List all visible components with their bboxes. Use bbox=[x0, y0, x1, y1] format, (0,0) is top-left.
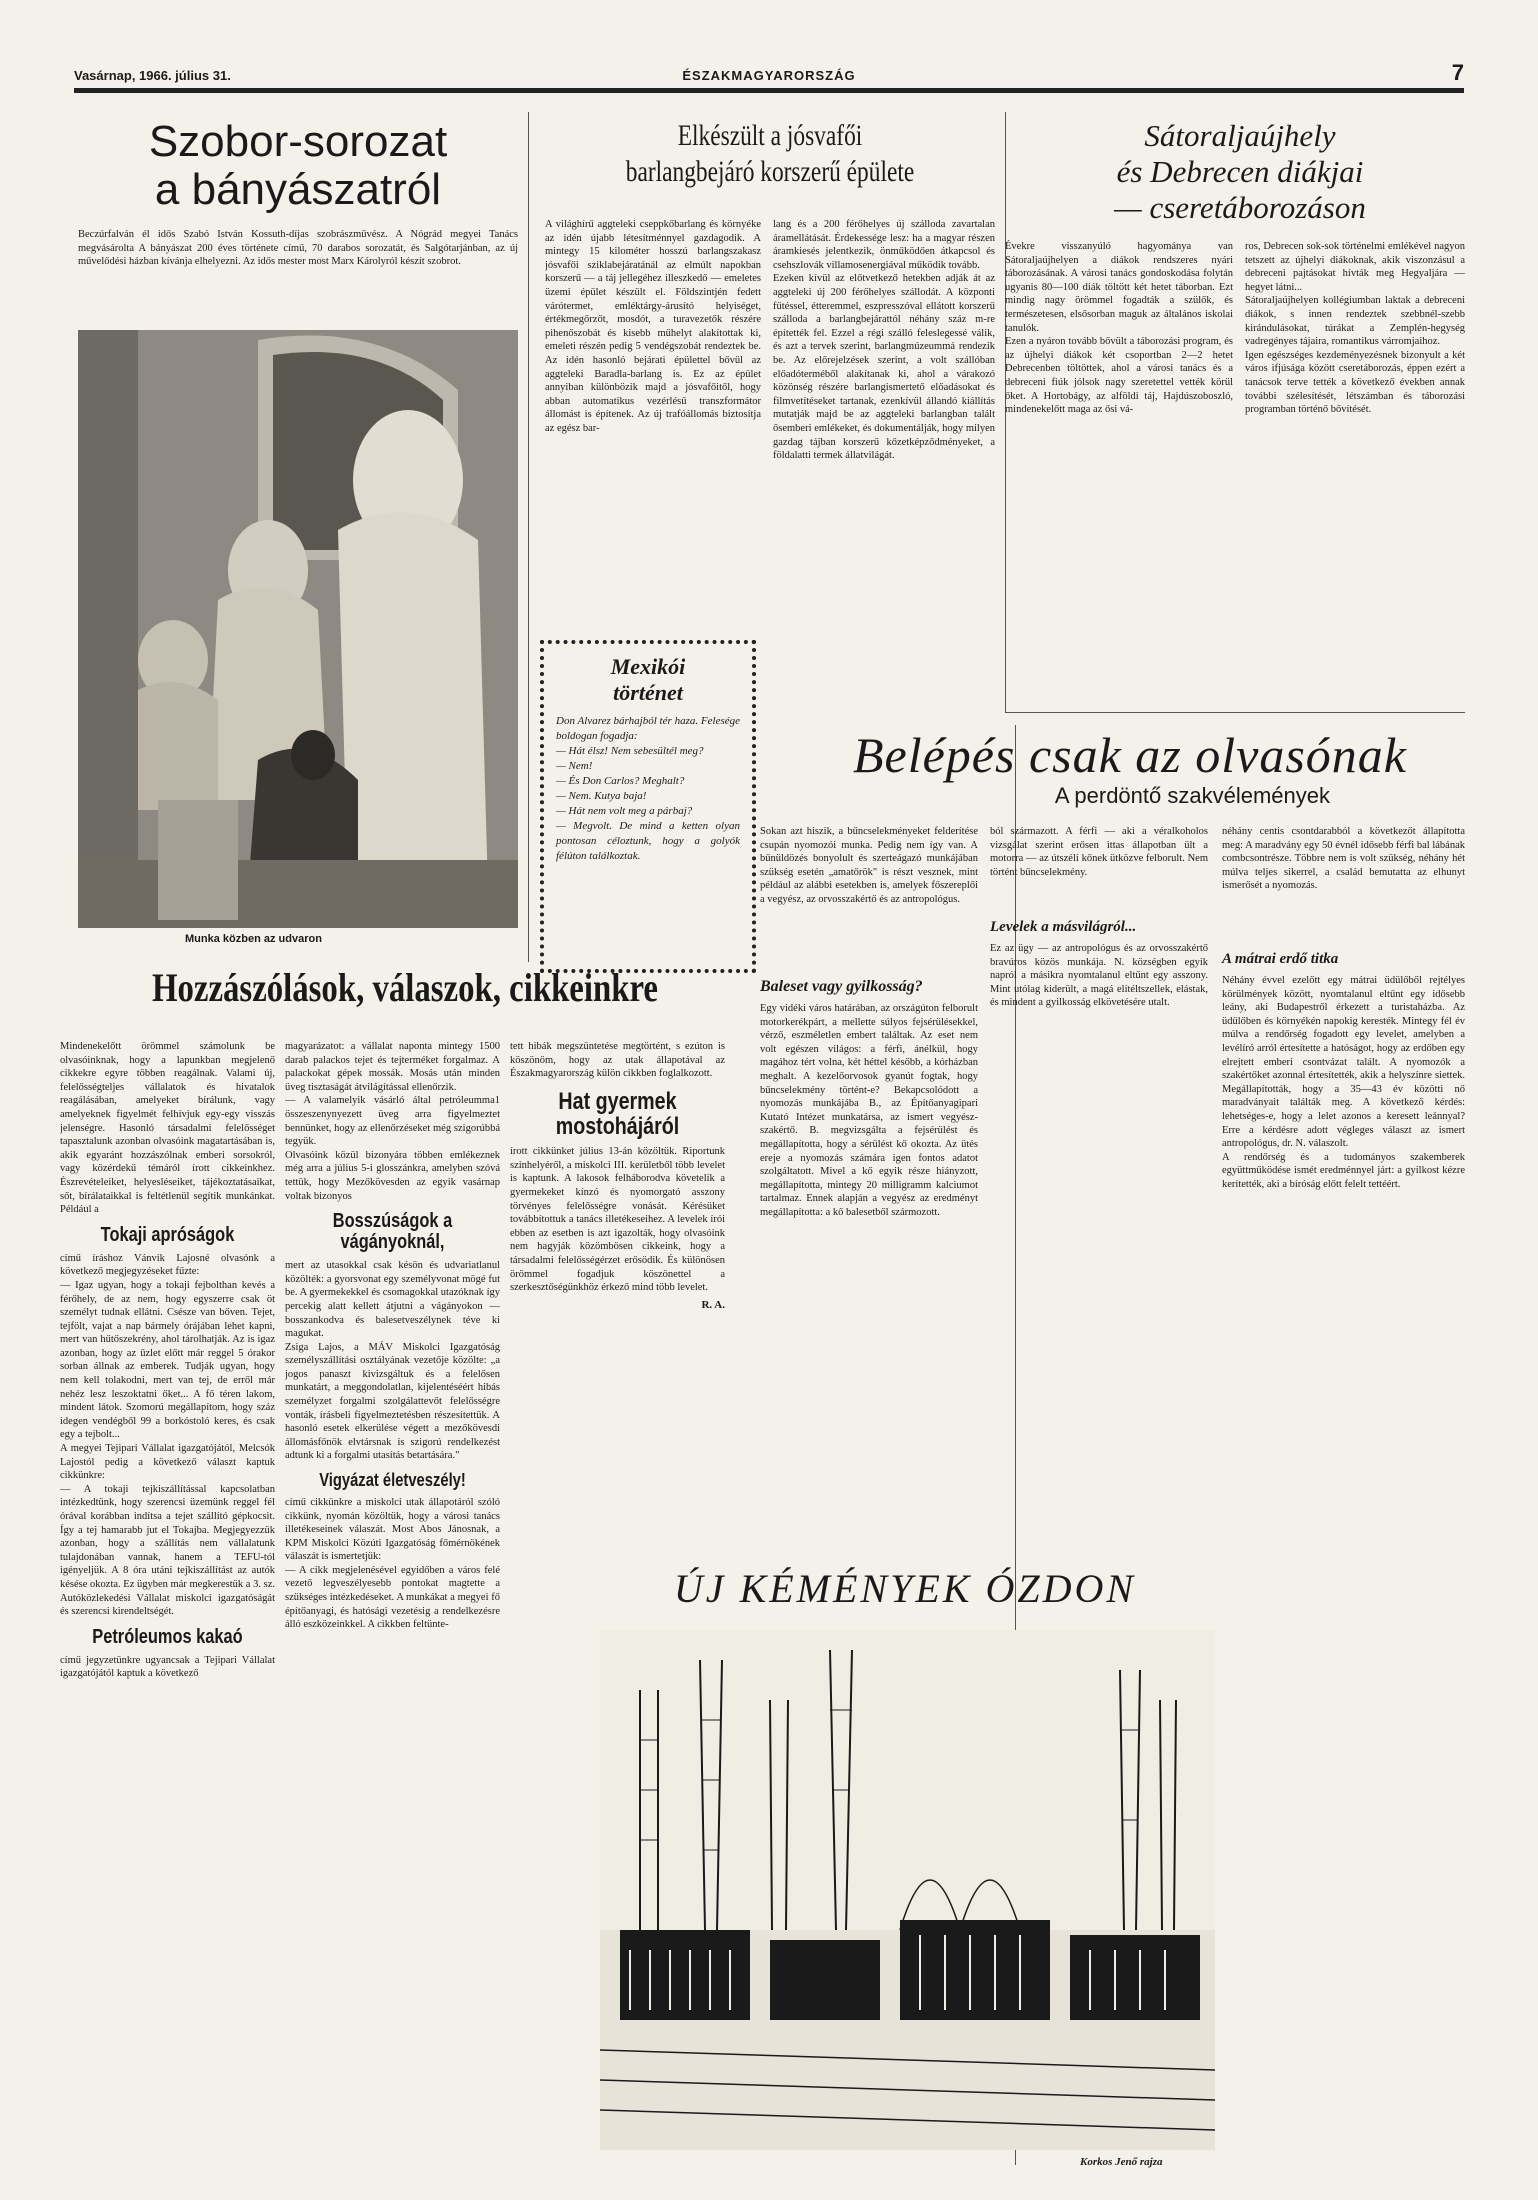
photo-caption: Munka közben az udvaron bbox=[185, 933, 322, 945]
subhead-text: című íráshoz Vánvik Lajosné olvasónk a következő megjegyzéseket fűzte: — Igaz ugyan, hogy a tokaji fejbolthan kevés a férőhely, de az nem, hogy egyszerre csak öt személyt tudnak ellátni. Csésze van bőven. Tejet, tejfölt, vajat a nap bármely órájában lehet kapni, mert van hűtőszekrény, ahol tárolhatják. Az is igaz azonban, hogy az üzlet előtt már reggel 5 órakor sorban állnak az emberek. Tudják ugyan, hogy nem kell tolakodni, mert van tej, de erről már nehéz lesz leszoktatni őket... A fő téren lakom, mindent látok. Szomorú megállapítom, hogy száz idegen vendégből 99 a borkóstoló keres, és csak egy a tejbolt... A megyei Tejipari Vállalat igazgatójától, Melcsók Lajostól pedig a következő választ kaptuk cikkünkre: — A tokaji tejkiszállítással kapcsolatban intézkedtünk, hogy szerencsi üzemünk reggel fél órával korábban indítsa a tejet szállító gépkocsit. Így a tej hamarabb jut el Tokajba. Megjegyezzük azonban, hogy a szállítás nem vállalatunk tulajdonában vannak, hanem a TEFU-tól igényeljük. A 8 óra utáni tejkiszállítást az autók késése okozta. Ez ügyben már megkerestük a 3. sz. Autóközlekedési Vállalat miskolci igazgatóságát és szerencsi kirendeltségét. bbox=[60, 1252, 275, 1618]
title-line: Sátoraljaújhely bbox=[1144, 118, 1336, 153]
subhead-text: Egy vidéki város határában, az országúton felborult motorkerékpárt, a mellette súlyos fejsérülésekkel, vérző, eszméletlen embert találtak. Az eset nem volt egészen világos: a férfi, ánélkül, hogy magához tért volna, két héttel később, a kórházban meghalt. A kezelőorvosok gyanút fogtak, hogy bűncselekmény történt-e? Bekapcsolódott a nyomozás munkájába B., az Építőanyagipari Kutató Intézet munkatársa, az ismert vegyész-szakértő. B. megvizsgálta a fejsérülést és megállapította, hogy a sérülést kő okozta. Az ütés ereje a nyomozás számára igen fontos adatot szolgáltatott. Mivel a kő egyik része hiányzott, megállapította, mintegy 20 milligramm kalciumot tartalmaz. Ennek alapján a vegyész az eredményt megállapította: a kő balesetből szármozott. bbox=[760, 1003, 978, 1218]
title-line: és Debrecen diákjai bbox=[1116, 154, 1364, 189]
title-line: Mexikói bbox=[610, 654, 686, 679]
subhead-text: című cikkünkre a miskolci utak állapotáról szóló cikkünk, nyomán közöltük, hogy a városi tanács illetékeseinek válaszát. Most Abos Jánosnak, a KPM Miskolci Közúti Igazgatóság főmérnökének válaszát is ismertetjük: — A cikk megjelenésével egyidőben a város felé vezető legveszélyesebb pontokat magtette a szükséges intézkedéseket. A munkákat a megyei fő építőanyagi, és hatósági vezetésig a rendelkezésre álló eszközeinkkel. A cikkben feltünte- bbox=[285, 1496, 500, 1631]
title-line: a bányászatról bbox=[154, 165, 442, 214]
box-title bbox=[544, 654, 752, 706]
body-text: magyarázatot: a vállalat naponta mintegy 1500 darab palackos tejet és tejterméket forgalmaz. A palackokat gépek mossák. Mosás után minden üveg tisztaságát átvilágítással ellenőrzik. — A valamelyik vásárló által petróleumma1 összeszenynyezett üveg arra figyelmeztet bennünket, hogy az ellenőrzéseket még szigorúbbá tegyük. Olvasóink közül bizonyára többen emlékeznek még arra a július 5-i glosszánkra, amelyben szóvá tettük, hogy Mezőkövesden az egyik vasárnap voltak bizonyos bbox=[285, 1041, 500, 1202]
subhead: Tokaji apróságok bbox=[100, 1223, 235, 1246]
subhead: Hat gyermek mostohájáról bbox=[555, 1087, 680, 1140]
title-line: barlangbejáró korszerű épülete bbox=[625, 155, 915, 188]
article-body-col: A világhírű aggteleki cseppkőbarlang és környéke az idén újabb létesítménnyel gazdagodik. A mintegy 15 kilométer hosszú barlangszakasz jósvafői sziklabejáratánál az elmúlt napokban korszerű — a táj jellegéhez illeszkedő — emeletes üzemi épület készült el. Földszintjén fedett várótermet, emléktárgy-árusító helyiséget, értékmegőrzőt, mosdót, a turavezetők részére pihenőszobát és kisebb műhelyt alakítottak ki, emeleti részén pedig 5 vendégszobát rendeztek be. Az idén hasonló bejárati épülettel bővül az aggteleki Baradla-barlang is. Ez az épület annyiban különbözik majd a jósvafőitől, hogy abban automatikus vezérlésű transzformátor állomást is építenek. Az új trafóállomás biztosítja az egész bar- bbox=[545, 219, 761, 434]
title-line: Szobor-sorozat bbox=[148, 117, 448, 166]
sculptor-photo bbox=[78, 330, 518, 928]
subhead-text: mert az utasokkal csak késön és udvariatlanul közölték: a gyorsvonat egy személyvonat mögé fut be. A gyermekekkel és csomagokkal utazóknak így percekig alatt kellett átjutni a vágányokon — bosszankodva és balesetveszélynek téve ki magukat. Zsiga Lajos, a MÁV Miskolci Igazgatóság személyszállítási osztályának vezetője közölte: „a jogos panaszt kivizsgáltuk és a felelősen munkatárt, a meggondolatlan, kijelentéséért hibás személyzet forgalmi szolgálattevőt felelősségre vonták, írásbeli figyelmeztetésben részesítettük. A hasonló esetek elkerülése végett a mezőkövesdi állomásfőnök elvtársnak is szigorú rendelkezést adtunk ki a forgalmi utasítás betartására." bbox=[285, 1260, 500, 1462]
forensic-col-1 bbox=[760, 978, 978, 1538]
article-title bbox=[595, 118, 946, 190]
issue-date: Vasárnap, 1966. július 31. bbox=[74, 68, 231, 83]
forensic-col-3 bbox=[1222, 950, 1465, 2150]
subhead: Petróleumos kakaó bbox=[92, 1625, 243, 1648]
box-text: Don Alvarez bárhajból tér haza. Felesége boldogan fogadja: — Hát élsz! Nem sebesültél meg? — Nem! — És Don Carlos? Meghalt? — Nem. Kutya baja! — Hát nem volt meg a párbaj? — Megvolt. De mind a ketten olyan pontosan céloztunk, hogy a golyók félúton találkoztak. bbox=[556, 715, 740, 862]
article-body-col: Évekre visszanyúló hagyománya van Sátoraljaújhelyen a diákok rendszeres nyári táborozásának. A városi tanács gondoskodása folytán ugyanis 80—100 diák töltött két hetet táborban. Ezt mindig nagy örömmel fogadták a szülők, és természetesen, elsősorban maguk az általános iskolai tanulók. Ezen a nyáron tovább bővült a táborozási program, és az újhelyi diákok két csoportban 2—2 hetet Debrecenben töltöttek, ahol a városi tanács és a debreceni fiúk jólsok nagy szeretettel vették körül őket. A Hortobágy, az alföldi táj, Hajdúszoboszló, mindenekelőtt maga az ősi vá- bbox=[1005, 241, 1233, 416]
subhead-text: Ez az ügy — az antropológus és az orvosszakértő bravúros közös munkája. N. községben egyik napról a másikra nyomtalanul eltűnt egy asszony. Mint utólag kiderült, a magá elítéltszellek, elástak, és mindent a gyilkosság elkövetésére utalt. bbox=[990, 943, 1208, 1009]
chimneys-drawing bbox=[600, 1630, 1215, 2150]
letters-col-3 bbox=[510, 1040, 725, 1600]
article-body-col: lang és a 200 férőhelyes új szálloda zavartalan áramellátását. Érdekessége lesz: ha a magyar részen áramkiesés jelentkezik, önműködően átkapcsol és csehszlovák villamosenergiával működik tovább. Ezeken kívül az előtvetkező hetekben adják át az aggteleki új 200 férőhelyes szállodát. A központi fűtéssel, étteremmel, eszpresszóval ellátott korszerű szálloda a barlangbejárattól néhány száz m-re építették fel. Ezzel a régi szálló feleslegessé válik, és azt a tervek szerint, barlangmúzeummá rendezik be. Az előrejelzések szerint, a volt szállóban előadóterméből alakítanak ki, ahol a várakozó közönség részére barlangismertető előadásokat és filmvetítéseket tartanak, ezenkívül állandó kiállítás mutatják majd be az aggteleki barlangban talált ősemberi emlékeket, és dokumentálják, hogy milyen gazdag tájban korszerű kőzetképződményeket, a földalatti termek állatvilágát. bbox=[773, 219, 995, 462]
subhead-text: írott cikkünket július 13-án közöltük. Riportunk szinhelyéről, a miskolci III. kerületből több levelet is kaptunk. A lakosok felháborodva követelik a gyermekeket kínzó és nyomorgató asszony törvényes felelősségre vonását. Kérésüket továbbítottuk a tanács illetékeseihez. A levelek írói ebben az esetben is azt igazolták, hogy olvasóink nem hagyják közömbösen cikkeink, hogy a társadalmi felelősségérzet erősödik. És különösen örömmel fogadjuk köszönettel a szerkesztőségünkhöz érkező mind több levelet. bbox=[510, 1146, 725, 1294]
subhead-text: Néhány évvel ezelőtt egy mátrai üdülőből rejtélyes körülmények között, nyomtalanul eltűnt egy idősebb leány, aki Budapestről érkezett a turistaházba. Az üdülőben és környékén napokig keresték. Mintegy fél év múlva a rendőrség fogadott egy levelet, amelyben a levélíró arról értesítette a hatóságot, hogy az erdőben egy elrejtett emberi csontvázat talált. A nyomozók a szakértőket azonnal értesítették, akik a helyszínre siettek. Megállapították, hogy a 35—43 év közötti nő maradványait találták meg. A következő kérdés: lehetséges-e, hogy a lelet azonos a keresett leánnyal? Erre a kérdésre adott végleges választ az ismert antropológus, dr. N. válaszolt. A rendőrség és a tudományos szakemberek együttműködése ismét eredménnyel járt: a gyilkost kézre kerítették, aki a bíróság előtt felelt tettéért. bbox=[1222, 975, 1465, 1190]
photo-illustration bbox=[78, 330, 518, 928]
article-body-col: néhány centis csontdarabból a következőt állapította meg: A maradvány egy 50 évnél idősebb férfi bal lábának combcsontrésze. Többre nem is volt szükség, néhány hét múlva teljes sikerrel, a család bemutatta az elhunyt ismerősét a nyomozás. bbox=[1222, 826, 1465, 892]
forensic-col-2 bbox=[990, 918, 1208, 1538]
title-line: Elkészült a jósvafői bbox=[677, 119, 863, 152]
subhead: A mátrai erdő titka bbox=[1222, 951, 1339, 967]
letters-col-1 bbox=[60, 1040, 275, 2165]
article-lead: Beczúrfalván él idős Szabó István Kossuth-díjas szobrászművész. A Nógrád megyei Tanács megvásárolta A bányászat 200 éves története című, 70 darabos sorozatát, és Salgótarjánban, az új művelődési házban kívánja elhelyezni. Az idős mester most Marx Károlyról készít szobrot. bbox=[78, 229, 518, 268]
illustration-credit: Korkos Jenő rajza bbox=[1080, 2156, 1163, 2168]
article-title: Belépés csak az olvasónak bbox=[852, 727, 1407, 783]
article-body-col: ros, Debrecen sok-sok történelmi emlékével nagyon tetszett az újhelyi diákoknak, akik viszonzásul a debreceni pajtásokat hívták meg Hegyaljára — hegyet látni... Sátoraljaújhelyen kollégiumban laktak a debreceni diákok, s innen rendeztek szebbnél-szebb kirándulásokat, túrákat a Zemplén-hegység vadregényes tájaira, romantikus várromjaihoz. Igen egészséges kezdeményezésnek bizonyult a két város ifjúsága között cseretáborozás, éppen ezért a tanácsok terve tették a következő években annak további szélesítését, létszámban és táborozási programban történő bővítését. bbox=[1245, 241, 1465, 416]
subhead: Baleset vagy gyilkosság? bbox=[760, 978, 923, 995]
title-line: — cseretáborozáson bbox=[1114, 190, 1366, 225]
intro-text: Mindenekelőtt örömmel számolunk be olvasóinknak, hogy a lapunkban megjelenő cikkekre egyre többen reagálnak. Valami új, felelősségteljes vállalatok és hivatalok reagálásában, amelyeket bírálunk, vagy amelyeknek figyelmét felhívjuk egy-egy visszás jelenségre. Hasonló társadalmi felelősséget tapasztalunk azonban olvasóink magatartásában is, akik egyaránt hozzászólnak emberi sorsokról, vagy közérdekű témáról írott cikkeinkhez. Észrevételeiket, helyesléseiket, tájékoztatásaikat, sőt, bírálataikkal is feltétlenül segítik munkánkat. Például a bbox=[60, 1041, 275, 1216]
subhead: Levelek a másvilágról... bbox=[990, 919, 1137, 935]
newspaper-name: ÉSZAKMAGYARORSZÁG bbox=[682, 68, 856, 83]
title-line: történet bbox=[613, 680, 683, 705]
chimneys-illustration bbox=[600, 1630, 1215, 2150]
article-sculpture-series bbox=[78, 118, 518, 269]
article-body-col: ból származott. A férfi — aki a véralkoholos vizsgálat szerint erősen ittas állapotban ült a motorra — az útszéli kőnek ütközve felborult. Nem történt bűncselekmény. bbox=[990, 826, 1208, 878]
article-forensic bbox=[790, 727, 1470, 809]
article-exchange-camp-title bbox=[1015, 118, 1465, 226]
section-divider bbox=[1005, 712, 1465, 713]
page-number: 7 bbox=[1451, 60, 1464, 85]
article-body-col: Sokan azt hiszik, a bűncselekményeket felderítése csupán nyomozói munka. Pedig nem így van. A bűnüldözés bonyolult és szerteágazó munkájában szükség esetén „amatőrök" is részt vesznek, mint például az alábbi esetekben is, amelyek főszereplői a vegyész, az orvosszakértő és az antropológus. bbox=[760, 826, 978, 905]
subhead: Bosszúságok a vágányoknál, bbox=[332, 1210, 453, 1254]
article-subtitle: A perdöntő szakvélemények bbox=[1054, 783, 1330, 808]
illustration-title: ÚJ KÉMÉNYEK ÓZDON bbox=[673, 1566, 1137, 1611]
subhead-text: című jegyzetünkre ugyancsak a Tejipari Vállalat igazgatójától kaptuk a következő bbox=[60, 1654, 275, 1680]
subhead: Vigyázat életveszély! bbox=[319, 1470, 466, 1491]
article-letters-title-wrap bbox=[60, 965, 750, 1011]
article-title: Hozzászólások, válaszok, cikkeinkre bbox=[152, 965, 658, 1010]
header-rule bbox=[74, 88, 1464, 93]
column-divider bbox=[528, 112, 529, 962]
anecdote-box bbox=[540, 640, 756, 973]
letters-col-2 bbox=[285, 1040, 500, 2165]
page-header bbox=[74, 60, 1464, 88]
body-text: tett hibák megszüntetése megtörtént, s ezúton is köszönöm, hogy az utak állapotával az Északmagyarország külön cikkben foglalkozott. bbox=[510, 1041, 725, 1080]
article-cave-entrance bbox=[545, 118, 995, 190]
signature: R. A. bbox=[701, 1298, 725, 1311]
article-title bbox=[78, 118, 518, 214]
